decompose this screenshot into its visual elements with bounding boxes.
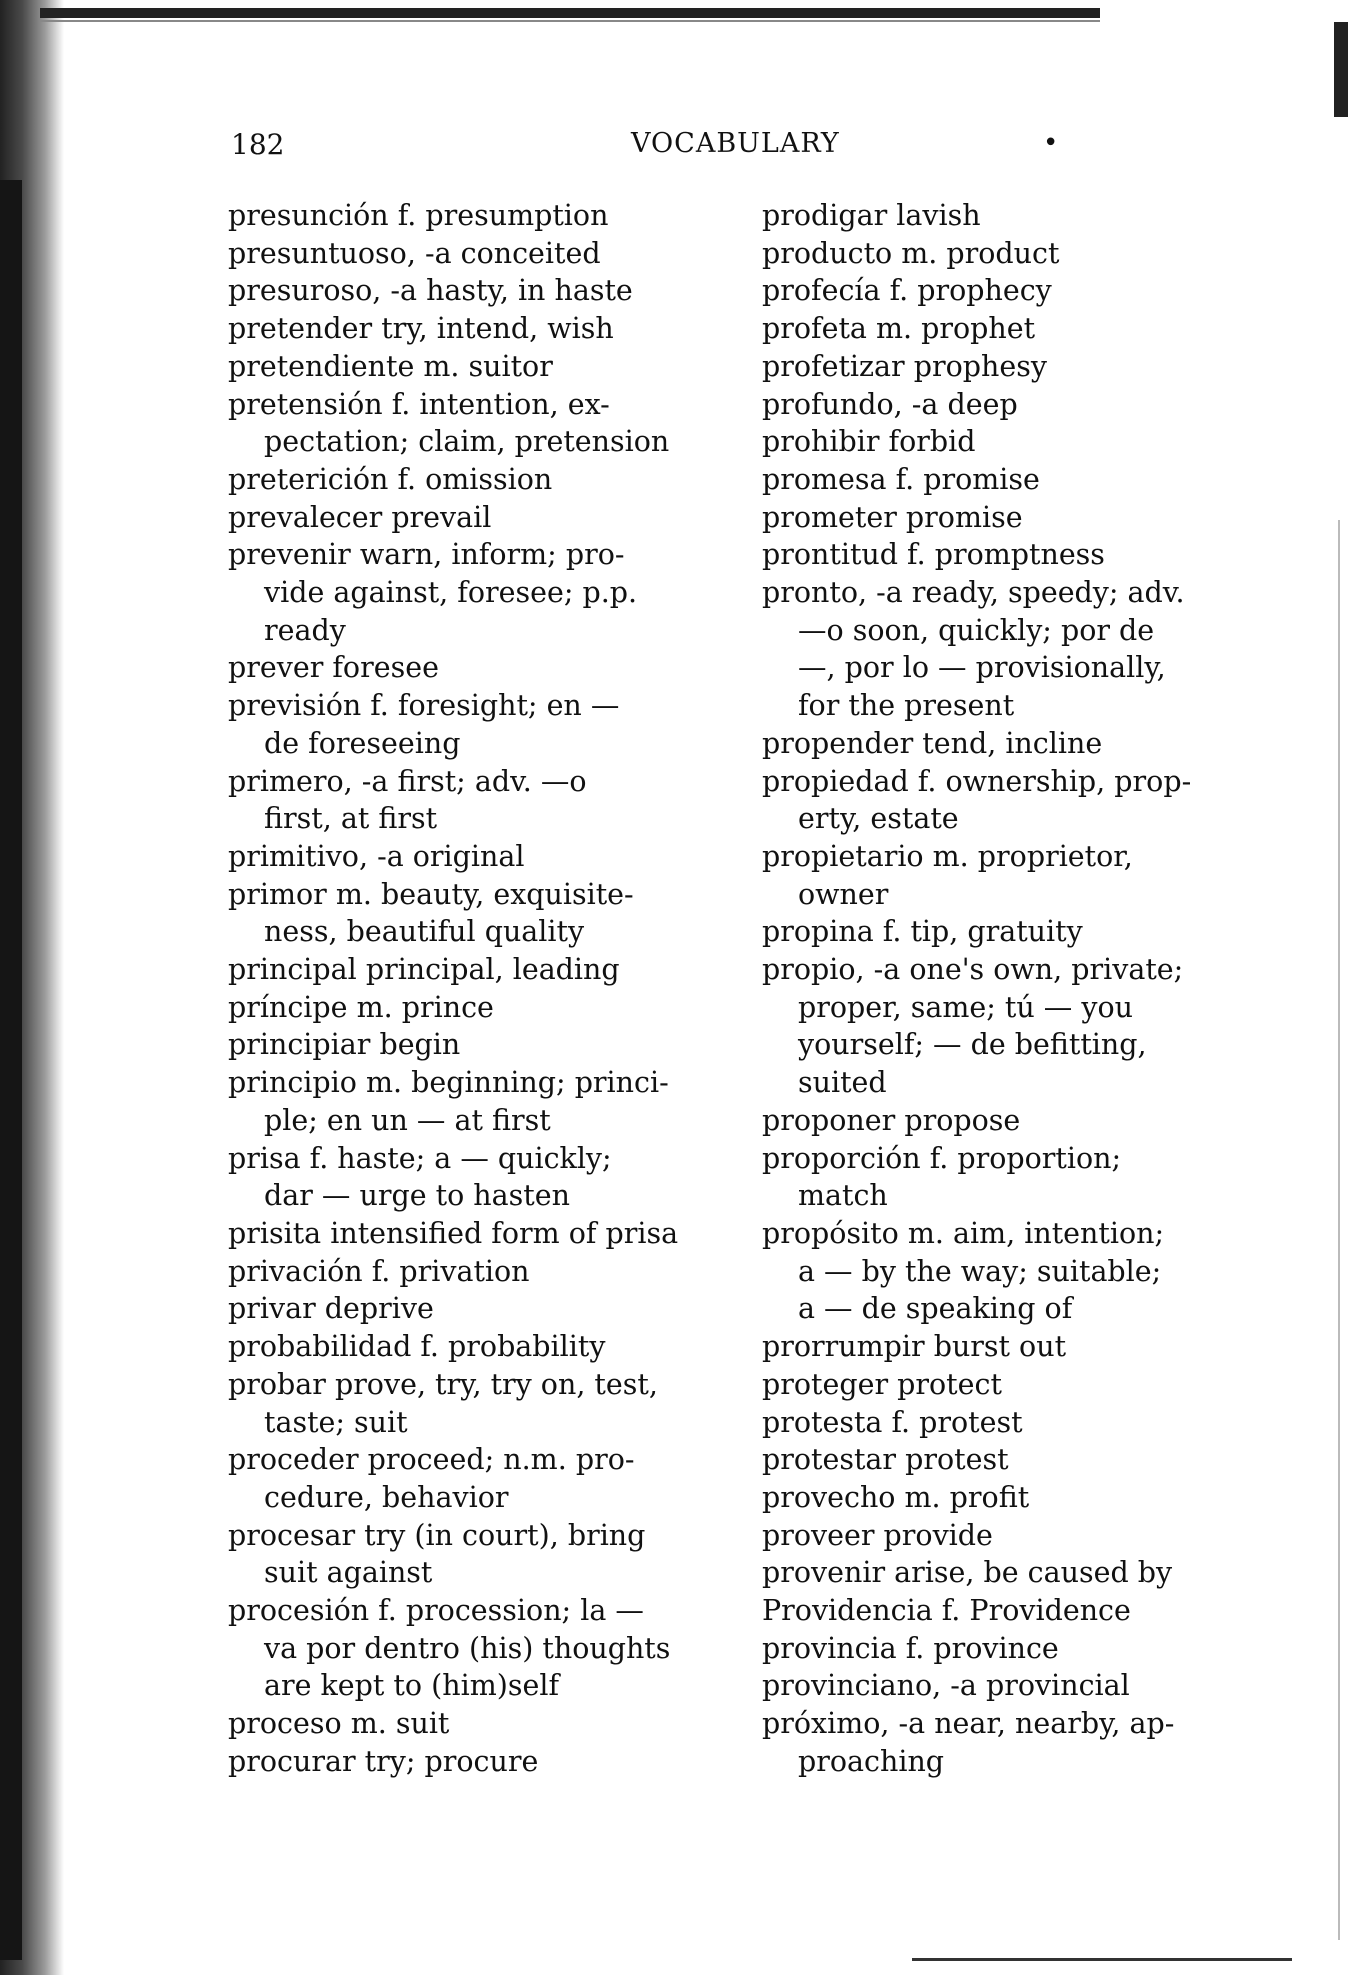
entry-line: profeta m. prophet	[762, 312, 1036, 346]
dictionary-entry	[762, 536, 1262, 574]
entry-line: propiedad f. ownership, prop-	[762, 764, 1192, 798]
entry-line: provenir arise, be caused by	[762, 1556, 1173, 1590]
dictionary-entry	[228, 1253, 728, 1291]
entry-line: Providencia f. Providence	[762, 1594, 1131, 1628]
entry-line: va por dentro (his) thoughts	[264, 1631, 671, 1665]
scan-edge-line-right	[1338, 520, 1340, 1940]
dictionary-entry	[228, 461, 728, 499]
entry-line: prontitud f. promptness	[762, 538, 1105, 572]
dictionary-entry	[762, 1667, 1262, 1705]
dictionary-entry	[762, 1328, 1262, 1366]
dictionary-entry	[762, 1215, 1262, 1328]
entry-line: propósito m. aim, intention;	[762, 1216, 1165, 1250]
dictionary-entry	[228, 235, 728, 273]
dictionary-entry	[228, 1441, 728, 1516]
entry-line: propina f. tip, gratuity	[762, 915, 1083, 949]
dictionary-entry	[228, 310, 728, 348]
entry-line: prohibir forbid	[762, 425, 976, 459]
dictionary-entry	[762, 1517, 1262, 1555]
entry-line: prevenir warn, inform; pro-	[228, 538, 625, 572]
entry-line: suited	[798, 1066, 887, 1100]
dictionary-entry	[762, 1554, 1262, 1592]
dictionary-entry	[762, 272, 1262, 310]
entry-line: ple; en un — at first	[264, 1103, 551, 1137]
entry-line: preterición f. omission	[228, 462, 553, 496]
dictionary-entry	[228, 838, 728, 876]
dictionary-entry	[762, 1441, 1262, 1479]
dictionary-entry	[762, 197, 1262, 235]
entry-line: pretensión f. intention, ex-	[228, 387, 610, 421]
dictionary-entry	[762, 1366, 1262, 1404]
dictionary-entry	[228, 1328, 728, 1366]
entry-line: proteger protect	[762, 1367, 1002, 1401]
dictionary-entry	[762, 1102, 1262, 1140]
entry-line: proceder proceed; n.m. pro-	[228, 1443, 635, 1477]
entry-line: propietario m. proprietor,	[762, 839, 1133, 873]
entry-line: are kept to (him)self	[264, 1669, 559, 1703]
entry-line: primor m. beauty, exquisite-	[228, 877, 634, 911]
entry-line: próximo, -a near, nearby, ap-	[762, 1707, 1175, 1741]
scan-edge-top-thin	[40, 20, 1100, 22]
entry-line: pectation; claim, pretension	[264, 425, 670, 459]
dictionary-entry	[762, 423, 1262, 461]
entry-line: prometer promise	[762, 500, 1023, 534]
dictionary-entry	[762, 763, 1262, 838]
entry-line: prisita intensified form of prisa	[228, 1216, 679, 1250]
scan-edge-top	[40, 8, 1100, 18]
entry-line: owner	[798, 877, 889, 911]
entry-line: proponer propose	[762, 1103, 1021, 1137]
dictionary-entry	[762, 1592, 1262, 1630]
entry-line: vide against, foresee; p.p.	[264, 576, 638, 610]
entry-line: pretendiente m. suitor	[228, 349, 553, 383]
entry-line: proaching	[798, 1744, 945, 1778]
dictionary-entry	[762, 951, 1262, 1102]
running-head	[231, 128, 1251, 168]
entry-line: provinciano, -a provincial	[762, 1669, 1130, 1703]
dictionary-entry	[228, 876, 728, 951]
dictionary-entry	[762, 1404, 1262, 1442]
dictionary-entry	[228, 348, 728, 386]
entry-line: principiar begin	[228, 1028, 461, 1062]
entry-line: prisa f. haste; a — quickly;	[228, 1141, 612, 1175]
dictionary-entry	[228, 197, 728, 235]
dictionary-entry	[762, 386, 1262, 424]
entry-line: first, at first	[264, 802, 438, 836]
entry-line: ness, beautiful quality	[264, 915, 585, 949]
entry-line: principio m. beginning; princi-	[228, 1066, 669, 1100]
entry-line: pronto, -a ready, speedy; adv.	[762, 576, 1185, 610]
entry-line: match	[798, 1179, 888, 1213]
entry-line: presuroso, -a hasty, in haste	[228, 274, 633, 308]
dictionary-entry	[228, 989, 728, 1027]
dictionary-entry	[228, 1290, 728, 1328]
entry-line: ready	[264, 613, 346, 647]
dictionary-entry	[762, 499, 1262, 537]
entry-line: procesión f. procession; la —	[228, 1594, 644, 1628]
left-column	[228, 197, 728, 1781]
entry-line: protestar protest	[762, 1443, 1009, 1477]
entry-line: proveer provide	[762, 1518, 993, 1552]
dictionary-entry	[228, 499, 728, 537]
page-number: 182	[231, 128, 285, 161]
dictionary-entry	[762, 461, 1262, 499]
entry-line: promesa f. promise	[762, 462, 1040, 496]
dictionary-entry	[228, 1517, 728, 1592]
entry-line: presuntuoso, -a conceited	[228, 236, 601, 270]
entry-line: erty, estate	[798, 802, 959, 836]
entry-line: probar prove, try, try on, test,	[228, 1367, 658, 1401]
dictionary-entry	[228, 386, 728, 461]
entry-line: profetizar prophesy	[762, 349, 1047, 383]
dictionary-entry	[762, 574, 1262, 725]
scan-edge-mark-right	[1334, 22, 1348, 117]
dictionary-entry	[228, 272, 728, 310]
entry-line: pretender try, intend, wish	[228, 312, 614, 346]
entry-line: privar deprive	[228, 1292, 434, 1326]
entry-line: propender tend, incline	[762, 726, 1103, 760]
dictionary-entry	[228, 1026, 728, 1064]
entry-line: probabilidad f. probability	[228, 1330, 606, 1364]
dictionary-entry	[762, 310, 1262, 348]
entry-line: suit against	[264, 1556, 433, 1590]
entry-line: príncipe m. prince	[228, 990, 494, 1024]
dictionary-entry	[762, 235, 1262, 273]
dictionary-entry	[762, 1705, 1262, 1780]
entry-line: principal principal, leading	[228, 953, 620, 987]
dictionary-entry	[228, 1064, 728, 1139]
entry-line: prever foresee	[228, 651, 439, 685]
entry-line: propio, -a one's own, private;	[762, 953, 1184, 987]
page-title: VOCABULARY	[631, 128, 840, 159]
entry-line: —, por lo — provisionally,	[798, 651, 1166, 685]
entry-line: presunción f. presumption	[228, 199, 609, 232]
entry-line: for the present	[798, 689, 1015, 723]
entry-line: prorrumpir burst out	[762, 1330, 1067, 1364]
entry-line: yourself; — de befitting,	[798, 1028, 1147, 1062]
dictionary-entry	[228, 1366, 728, 1441]
dictionary-entry	[762, 725, 1262, 763]
entry-line: prodigar lavish	[762, 199, 981, 232]
entry-line: provecho m. profit	[762, 1480, 1030, 1514]
entry-line: a — de speaking of	[798, 1292, 1073, 1326]
dictionary-entry	[228, 1705, 728, 1743]
dictionary-entry	[228, 763, 728, 838]
dictionary-entry	[228, 951, 728, 989]
dictionary-entry	[228, 1215, 728, 1253]
dictionary-entry	[762, 838, 1262, 913]
entry-line: prevalecer prevail	[228, 500, 492, 534]
header-dot: •	[1043, 128, 1059, 158]
scan-edge-dark-left	[0, 180, 22, 1960]
entry-line: profecía f. prophecy	[762, 274, 1052, 308]
entry-line: previsión f. foresight; en —	[228, 689, 620, 723]
entry-line: privación f. privation	[228, 1254, 530, 1288]
dictionary-entry	[762, 1479, 1262, 1517]
entry-line: primitivo, -a original	[228, 839, 525, 873]
right-column	[762, 197, 1262, 1781]
entry-line: taste; suit	[264, 1405, 408, 1439]
dictionary-entry	[228, 687, 728, 762]
dictionary-entry	[762, 913, 1262, 951]
entry-line: procurar try; procure	[228, 1744, 539, 1778]
entry-line: a — by the way; suitable;	[798, 1254, 1162, 1288]
dictionary-entry	[228, 1743, 728, 1781]
entry-line: cedure, behavior	[264, 1480, 509, 1514]
entry-line: profundo, -a deep	[762, 387, 1018, 421]
dictionary-entry	[762, 1630, 1262, 1668]
entry-line: dar — urge to hasten	[264, 1179, 570, 1213]
entry-line: —o soon, quickly; por de	[798, 613, 1155, 647]
entry-line: protesta f. protest	[762, 1405, 1023, 1439]
entry-line: proceso m. suit	[228, 1707, 450, 1741]
entry-line: proporción f. proportion;	[762, 1141, 1122, 1175]
entry-line: provincia f. province	[762, 1631, 1059, 1665]
entry-line: primero, -a first; adv. —o	[228, 764, 587, 798]
scan-edge-line-bottom	[912, 1958, 1292, 1961]
entry-line: procesar try (in court), bring	[228, 1518, 646, 1552]
dictionary-entry	[762, 348, 1262, 386]
entry-line: de foreseeing	[264, 726, 461, 760]
dictionary-entry	[762, 1140, 1262, 1215]
entry-line: producto m. product	[762, 236, 1060, 270]
entry-line: proper, same; tú — you	[798, 990, 1133, 1024]
dictionary-entry	[228, 649, 728, 687]
dictionary-entry	[228, 1592, 728, 1705]
dictionary-entry	[228, 536, 728, 649]
dictionary-entry	[228, 1140, 728, 1215]
